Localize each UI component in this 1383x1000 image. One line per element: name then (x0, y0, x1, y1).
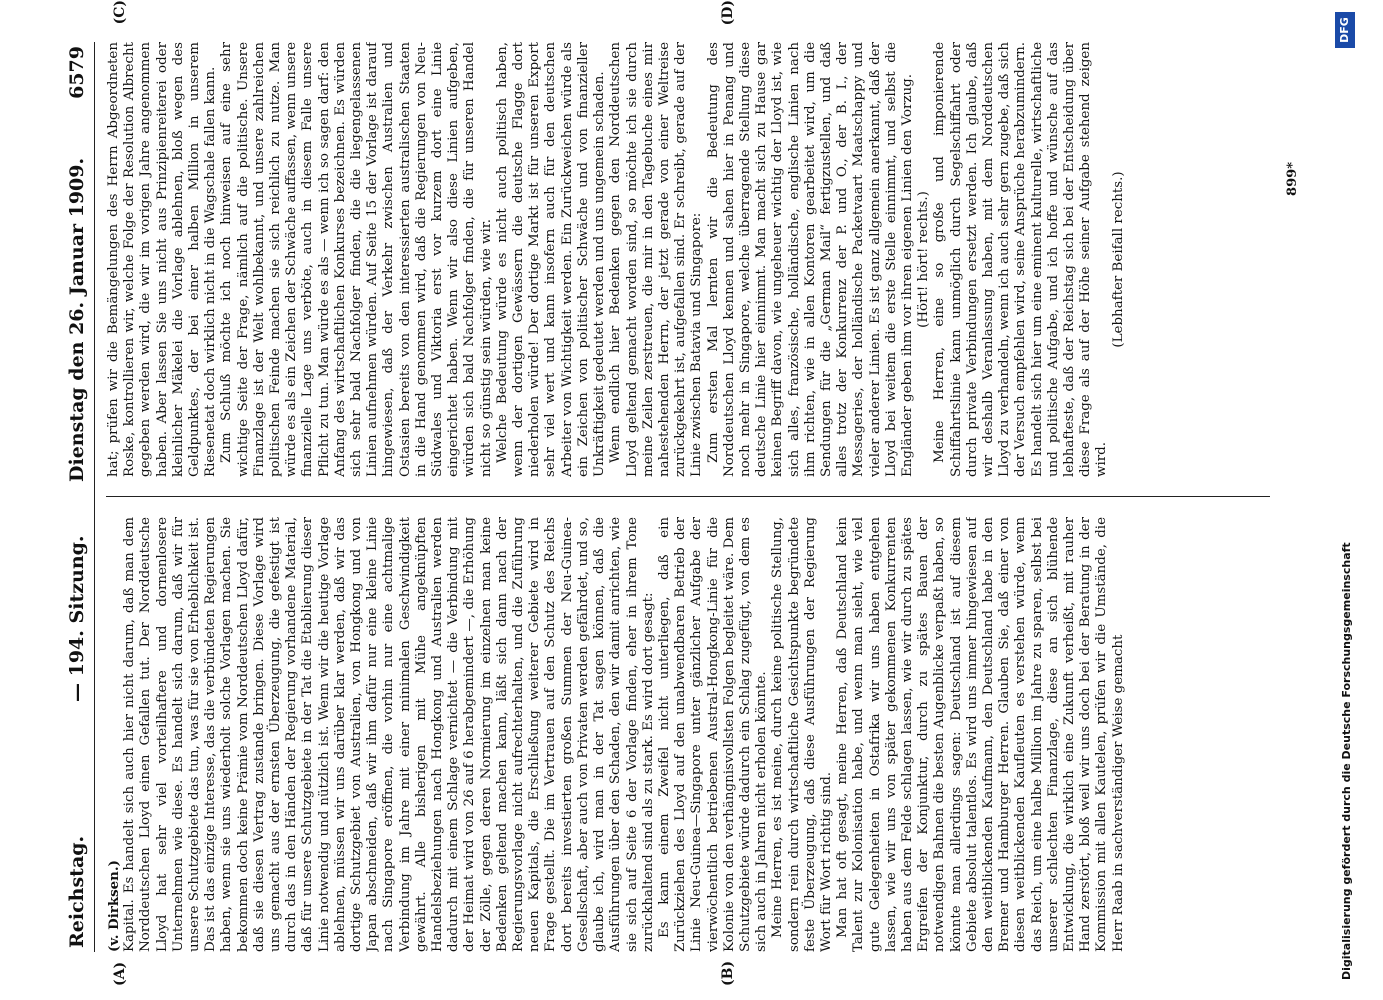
paragraph: Meine Herren, eine so große und imponierende Schiffahrtslinie kann unmöglich durch Segelschiffahrt oder durch private Verbindungen ersetzt werden. Ich glaube, daß wir deshalb Veranlassung haben, mit dem Norddeutschen Lloyd zu verhandeln, wenn ich auch sehr gern zugebe, daß sich der Versuch empfehlen wird, seine Ansprüche herabzumindern. Es handelt sich hier um eine eminent kulturelle, wirtschaftliche und politische Aufgabe, und ich hoffe und wünsche auf das lebhafteste, daß der Reichstag sich bei der Entscheidung über diese Frage als auf der Höhe seiner Aufgabe stehend zeigen wird. (932, 42, 1110, 477)
margin-marker-d: (D) (720, 0, 736, 26)
digitization-credit: Digitalisierung gefördert durch die Deutsche Forschungsgemeinschaft (1340, 542, 1353, 980)
quotation: Zum ersten Mal lernten wir die Bedeutung des Norddeutschen Lloyd kennen und sahen hier in Penang und noch mehr in Singapore, welche überragende Stellung diese deutsche Linie hier einnimmt. Man macht sich zu Hause gar keinen Begriff davon, wie ungeheuer wichtig der Lloyd ist, wie sich alles, französische, holländische, englische Linien nach ihm richten, wie in allen Kontoren gearbeitet wird, um die Sendungen für die „German Mail“ fertigzustellen, und daß alles trotz der Konkurrenz der P. und O., der B. I., der Messageries, der holländische Packetvaart Maatschappy und vieler anderer Linien. Es ist ganz allgemein anerkannt, daß der Lloyd bei weitem die erste Stelle einnimmt, und selbst die Engländer geben ihm vor ihren eigenen Linien den Vorzug. (705, 42, 915, 477)
applause-note: (Lebhafter Beifall rechts.) (1110, 171, 1126, 348)
left-column (106, 517, 1310, 952)
right-column (106, 42, 1310, 477)
header-session: — 194. Sitzung. (66, 535, 88, 702)
paragraph: Kapital. Es handelt sich auch hier nicht darum, daß man dem Norddeutschen Lloyd einen Gefallen tut. Der Norddeutsche Lloyd hat sehr viel vorteilhaftere und dornenlosere Unternehmen wie diese. Es handelt sich darum, daß wir für unsere Schutzgebiete das tun, was für sie von Erheblichkeit ist. Das ist das einzige Interesse, das die verbündeten Regierungen haben, wenn sie uns wiederholt solche Vorlagen machen. Sie bekommen doch keine Prämie vom Norddeutschen Lloyd dafür, daß sie diesen Vertrag zustande bringen. Diese Vorlage wird uns gemacht aus der ernsten Überzeugung, die gefestigt ist durch das in den Händen der Regierung vorhandene Material, daß für unsere Schutzgebiete in der Tat die Etablierung dieser Linie notwendig und nützlich ist. Wenn wir die heutige Vorlage ablehnen, müssen wir uns darüber klar werden, daß wir das dortige Schutzgebiet von Australien, von Hongkong und von Japan abschneiden, daß wir ihm dafür nur eine kleine Linie nach Singapore eröffnen, die vorhin nur eine achtmalige Verbindung im Jahre mit einer minimalen Geschwindigkeit gewährt. Alle bisherigen mit Mühe angeknüpften Handelsbeziehungen nach Hongkong und Australien werden dadurch mit einem Schlage vernichtet — die Verbindung mit der Heimat wird von 26 auf 6 herabgemindert —, die Erhöhung der Zölle, gegen deren Normierung im einzelnen man keine Bedenken geltend machen kann, läßt sich dann nach der Regierungsvorlage nicht aufrechterhalten, und die Zuführung neuen Kapitals, die Erschließung weiterer Gebiete wird in Frage gestellt. Die im Vertrauen auf den Schutz des Reichs dort bereits investierten großen Summen der Neu-Guinea-Gesellschaft, aber auch von Privaten werden gefährdet, und so, glaube ich, wird man in der Tat sagen können, daß die Ausführungen über den Schaden, den wir damit anrichten, wie sie sich auf Seite 6 der Vorlage finden, eher in ihrem Tone zurückhaltend sind als zu stark. Es wird dort gesagt: (122, 517, 656, 952)
page-number: 6579 (66, 46, 88, 99)
margin-marker-a: (A) (112, 961, 128, 986)
page-header (60, 42, 95, 952)
quotation: Es kann einem Zweifel nicht unterliegen, daß ein Zurückziehen des Lloyd auf den unabwendbaren Betrieb der Linie Neu-Guinea—Singapore unter gänzlicher Aufgabe der vierwöchentlich betriebenen Austral-Hongkong-Linie für die Kolonie von den verhängnisvollsten Folgen begleitet wäre. Dem Schutzgebiete würde dadurch ein Schlag zugefügt, von dem es sich auch in Jahren nicht erholen könnte. (656, 517, 770, 952)
interjection: (Hört! hört! rechts.) (916, 191, 932, 328)
margin-marker-c: (C) (112, 0, 128, 25)
header-title: Reichstag. (66, 835, 88, 948)
speaker-label: (v. Dirksen.) (106, 860, 122, 952)
margin-marker-b: (B) (720, 960, 736, 986)
header-date: Dienstag den 26. Januar 1909. (66, 157, 88, 482)
paragraph: Man hat oft gesagt, meine Herren, daß Deutschland kein Talent zur Kolonisation habe, und wenn man sieht, wie viel gute Gelegenheiten in Ostafrika wir uns haben entgehen lassen, wie wir uns von später gekommenen Konkurrenten haben aus dem Felde schlagen lassen, wie wir durch zu spätes Ergreifen der Konjunktur, durch zu spätes Bauen der notwendigen Bahnen die besten Augenblicke verpaßt haben, so könnte man allerdings sagen: Deutschland ist auf diesem Gebiete absolut talentlos. Es wird uns immer hingewiesen auf den weitblickenden Kaufmann, den Deutschland habe in den Bremer und Hamburger Herren. Glauben Sie, daß einer von diesen weitblickenden Kaufleuten es verstehen würde, wenn das Reich, um eine halbe Million im Jahre zu sparen, selbst bei unserer schlechten Finanzlage, diese an sich blühende Entwicklung, die wirklich eine Zukunft verheißt, mit rauher Hand zerstört, bloß weil wir uns doch bei der Beratung in der Kommission mit allen Kautelen, prüfen wir die Umstände, die Herr Raab in sachverständiger Weise gemacht (835, 517, 1126, 952)
document-page (60, 0, 1310, 986)
dfg-logo: DFG (1335, 12, 1355, 48)
column-divider (106, 496, 1270, 497)
paragraph: Wenn endlich hier Bedenken gegen den Norddeutschen Lloyd geltend gemacht worden sind, so möchte ich sie durch meine Zeilen zerstreuen, die mir in den Tagebuche eines mir nahestehenden Herrn, der jetzt gerade von einer Weltreise zurückgekehrt ist, aufgefallen sind. Er schreibt, gerade auf der Linie zwischen Batavia und Singapore: (608, 42, 705, 477)
paragraph: Zum Schluß möchte ich noch hinweisen auf eine sehr wichtige Seite der Frage, nämlich auf die politische. Unsere Finanzlage ist der Welt wohlbekannt, und unsere zahlreichen politischen Feinde machen sie sich reichlich zu nutze. Man würde es als ein Zeichen der Schwäche auffassen, wenn unsere finanzielle Lage uns verböte, auch in diesem Falle unsere Pflicht zu tun. Man würde es als — wenn ich so sagen darf: den Anfang des wirtschaftlichen Konkurses bezeichnen. Es würden sich sehr bald Nachfolger finden, die die liegengelassenen Linien aufnehmen würden. Auf Seite 15 der Vorlage ist darauf hingewiesen, daß der Verkehr zwischen Australien und Ostasien bereits von den interessierten australischen Staaten in die Hand genommen wird, daß die Regierungen von Neu-Südwales und Viktoria erst vor kurzem dort eine Linie eingerichtet haben. Wenn wir also diese Linien aufgeben, würden sich bald Nachfolger finden, die für unseren Handel nicht so günstig sein würden, wie wir. (219, 42, 494, 477)
footer-mark: 899* (1285, 162, 1300, 196)
paragraph: Meine Herren, es ist meine, durch keine politische Stellung, sondern rein durch wirtschaftliche Gesichtspunkte begründete feste Überzeugung, daß diese Ausführungen der Regierung Wort für Wort richtig sind. (770, 517, 834, 952)
paragraph: Welche Bedeutung würde es nicht auch politisch haben, wenn der dortigen Gewässern die deutsche Flagge dort niederholen würde! Der dortige Markt ist für unseren Export sehr viel wert und kann insofern auch für den deutschen Arbeiter von Wichtigkeit werden. Ein Zurückweichen würde als ein Zeichen von politischer Schwäche und von finanzieller Unkräftigkeit gedeutet werden und uns ungemein schaden. (494, 42, 608, 477)
paragraph: hat; prüfen wir die Bemängelungen des Herrn Abgeordneten Roske, kontrollieren wir, welche Folge der Resolution Albrecht gegeben werden wird, die wir im vorigen Jahre angenommen haben. Aber lassen Sie uns nicht aus Prinzipienreiterei oder kleinlicher Mäkelei die Vorlage ablehnen, bloß wegen des Geldpunktes, der bei einer halben Million in unserem Riesenetat doch wirklich nicht in die Wagschale fallen kann. (106, 42, 219, 477)
